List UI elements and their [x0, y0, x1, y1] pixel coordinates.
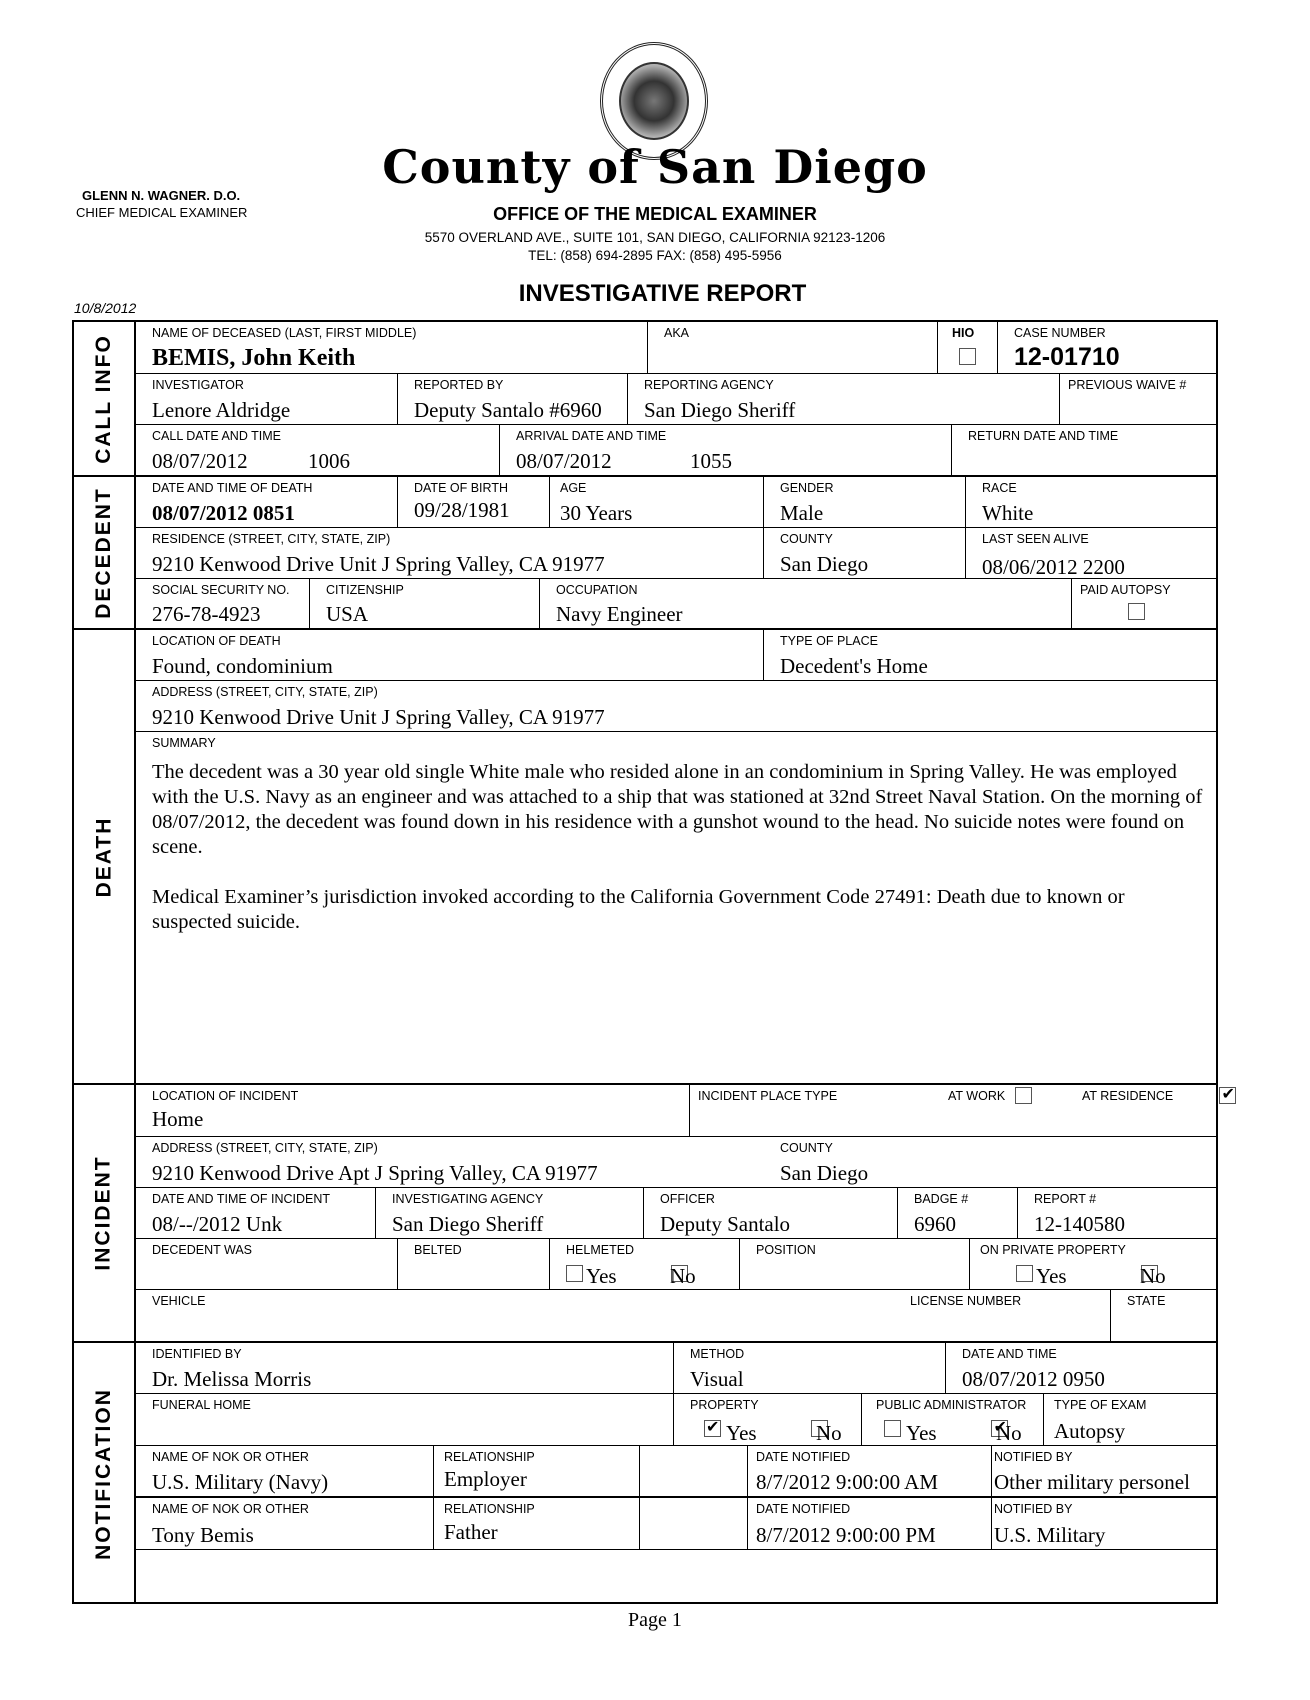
summary-text: The decedent was a 30 year old single White male who resided alone in an condominium in Spring Valley. He was employed with the U.S. Navy as an engineer and was attached to a ship that was stationed at 32nd Street Naval Station. On the morning of 08/07/2012, the decedent was found down in his residence with a gunshot wound to the head. No suicide notes were found on scene. Medical Examiner’s jurisdiction invoked according to the California Government Code 27491: Death due to known or suspected suicide. — [152, 761, 1203, 933]
field-call-date-time: CALL DATE AND TIME 08/07/2012 1006 — [136, 425, 500, 477]
chief-name: GLENN N. WAGNER. D.O. — [82, 188, 241, 203]
field-nok-date-notified-1: DATE NOTIFIED 8/7/2012 9:00:00 AM — [748, 1446, 992, 1498]
field-incident-date-time: DATE AND TIME OF INCIDENT 08/--/2012 Unk — [136, 1188, 376, 1239]
field-death-address: ADDRESS (STREET, CITY, STATE, ZIP) 9210 Kenwood Drive Unit J Spring Valley, CA 91977 — [136, 681, 1218, 732]
field-funeral-home: FUNERAL HOME — [136, 1394, 674, 1446]
private-yes-checkbox[interactable] — [1016, 1265, 1033, 1282]
paid-autopsy-checkbox[interactable] — [1128, 603, 1145, 620]
field-helmeted: HELMETED Yes No — [550, 1239, 740, 1290]
field-location-of-incident: LOCATION OF INCIDENT Home — [136, 1085, 690, 1137]
field-occupation: OCCUPATION Navy Engineer — [540, 579, 1072, 630]
field-badge: BADGE # 6960 — [898, 1188, 1018, 1239]
county-title: County of San Diego — [382, 140, 928, 194]
field-name-of-deceased: NAME OF DECEASED (LAST, FIRST MIDDLE) BEMIS, John Keith — [136, 322, 648, 374]
field-residence: RESIDENCE (STREET, CITY, STATE, ZIP) 9210 Kenwood Drive Unit J Spring Valley, CA 91977 — [136, 528, 764, 579]
field-nok-relationship-2: RELATIONSHIP Father — [434, 1498, 640, 1550]
field-decedent-was: DECEDENT WAS — [136, 1239, 398, 1290]
section-notification: NOTIFICATION — [74, 1343, 136, 1604]
field-property: PROPERTY ✔ Yes No — [674, 1394, 862, 1446]
field-nok-notified-by-1: NOTIFIED BY Other military personel — [992, 1446, 1218, 1498]
field-incident-county: COUNTY San Diego — [764, 1137, 1218, 1188]
helmeted-yes-checkbox[interactable] — [566, 1265, 583, 1282]
office-address: 5570 OVERLAND AVE., SUITE 101, SAN DIEGO, CALIFORNIA 92123-1206 — [424, 230, 886, 245]
field-last-seen-alive: LAST SEEN ALIVE 08/06/2012 2200 — [966, 528, 1218, 579]
hio-checkbox[interactable] — [959, 348, 976, 365]
section-death: DEATH — [74, 630, 136, 1085]
property-yes-checkbox[interactable] — [704, 1420, 721, 1437]
field-method: METHOD Visual — [674, 1343, 946, 1394]
field-aka: AKA — [648, 322, 938, 374]
field-state: STATE — [1110, 1290, 1218, 1343]
section-call-info: CALL INFO — [74, 322, 136, 477]
print-date: 10/8/2012 — [74, 300, 137, 316]
field-arrival-date-time: ARRIVAL DATE AND TIME 08/07/2012 1055 — [500, 425, 952, 477]
field-type-of-place: TYPE OF PLACE Decedent's Home — [764, 630, 1218, 681]
section-incident: INCIDENT — [74, 1085, 136, 1343]
section-decedent: DECEDENT — [74, 477, 136, 630]
field-public-administrator: PUBLIC ADMINISTRATOR Yes ✔ No — [862, 1394, 1044, 1446]
field-summary: SUMMARY The decedent was a 30 year old single White male who resided alone in an condominium in Spring Valley. He was employed with the U.S. Navy as an engineer and was attached to a ship that was stationed at 32nd Street Naval Station. On the morning of 08/07/2012, the decedent was found down in his residence with a gunshot wound to the head. No suicide notes were found on scene. Medical Examiner’s jurisdiction invoked according to the California Government Code 27491: Death due to known or suspected suicide. — [136, 732, 1218, 1085]
field-officer: OFFICER Deputy Santalo — [644, 1188, 898, 1239]
field-age: AGE 30 Years — [550, 477, 764, 528]
field-nok-date-notified-2: DATE NOTIFIED 8/7/2012 9:00:00 PM — [748, 1498, 992, 1550]
field-report-number: REPORT # 12-140580 — [1018, 1188, 1218, 1239]
at-work-checkbox[interactable] — [1015, 1087, 1032, 1104]
field-belted: BELTED — [398, 1239, 550, 1290]
field-identification-date-time: DATE AND TIME 08/07/2012 0950 — [946, 1343, 1218, 1394]
chief-title: CHIEF MEDICAL EXAMINER — [76, 205, 248, 220]
seal-emblem-icon — [619, 62, 689, 140]
deceased-name: BEMIS, John Keith — [152, 345, 356, 371]
field-location-of-death: LOCATION OF DEATH Found, condominium — [136, 630, 764, 681]
field-date-time-of-death: DATE AND TIME OF DEATH 08/07/2012 0851 — [136, 477, 398, 528]
office-name: OFFICE OF THE MEDICAL EXAMINER — [493, 204, 817, 224]
field-incident-place-type: INCIDENT PLACE TYPE AT WORK AT RESIDENCE ✔ — [690, 1085, 1218, 1137]
case-number: 12-01710 — [1014, 343, 1120, 371]
field-nok-name-1: NAME OF NOK OR OTHER U.S. Military (Navy) — [136, 1446, 434, 1498]
field-notification-blank — [136, 1550, 1218, 1602]
field-on-private-property: ON PRIVATE PROPERTY Yes No — [970, 1239, 1218, 1290]
field-nok-blank-2 — [640, 1498, 748, 1550]
field-nok-name-2: NAME OF NOK OR OTHER Tony Bemis — [136, 1498, 434, 1550]
field-incident-address: ADDRESS (STREET, CITY, STATE, ZIP) 9210 Kenwood Drive Apt J Spring Valley, CA 91977 — [136, 1137, 764, 1188]
field-paid-autopsy: PAID AUTOPSY — [1072, 579, 1218, 630]
field-position: POSITION — [740, 1239, 970, 1290]
field-case-number: CASE NUMBER 12-01710 — [998, 322, 1218, 374]
page-number: Page 1 — [628, 1609, 682, 1631]
field-reporting-agency: REPORTING AGENCY San Diego Sheriff — [628, 374, 1060, 425]
field-gender: GENDER Male — [764, 477, 966, 528]
field-citizenship: CITIZENSHIP USA — [310, 579, 540, 630]
field-investigating-agency: INVESTIGATING AGENCY San Diego Sheriff — [376, 1188, 644, 1239]
field-nok-blank-1 — [640, 1446, 748, 1498]
field-previous-waive: PREVIOUS WAIVE # — [1060, 374, 1218, 425]
investigative-report-form — [72, 320, 1218, 1604]
field-vehicle: VEHICLE LICENSE NUMBER — [136, 1290, 1182, 1343]
field-reported-by: REPORTED BY Deputy Santalo #6960 — [398, 374, 628, 425]
field-date-of-birth: DATE OF BIRTH 09/28/1981 — [398, 477, 550, 528]
pa-yes-checkbox[interactable] — [884, 1420, 901, 1437]
field-race: RACE White — [966, 477, 1218, 528]
field-ssn: SOCIAL SECURITY NO. 276-78-4923 — [136, 579, 310, 630]
field-type-of-exam: TYPE OF EXAM Autopsy — [1044, 1394, 1218, 1446]
field-hio: HIO — [938, 322, 998, 374]
field-identified-by: IDENTIFIED BY Dr. Melissa Morris — [136, 1343, 674, 1394]
field-nok-notified-by-2: NOTIFIED BY U.S. Military — [992, 1498, 1218, 1550]
field-nok-relationship-1: RELATIONSHIP Employer — [434, 1446, 640, 1498]
field-return-date-time: RETURN DATE AND TIME — [952, 425, 1218, 477]
at-residence-checkbox[interactable] — [1219, 1087, 1236, 1104]
report-title: INVESTIGATIVE REPORT — [518, 280, 807, 307]
field-county: COUNTY San Diego — [764, 528, 966, 579]
office-phone: TEL: (858) 694-2895 FAX: (858) 495-5956 — [528, 248, 782, 263]
field-investigator: INVESTIGATOR Lenore Aldridge — [136, 374, 398, 425]
